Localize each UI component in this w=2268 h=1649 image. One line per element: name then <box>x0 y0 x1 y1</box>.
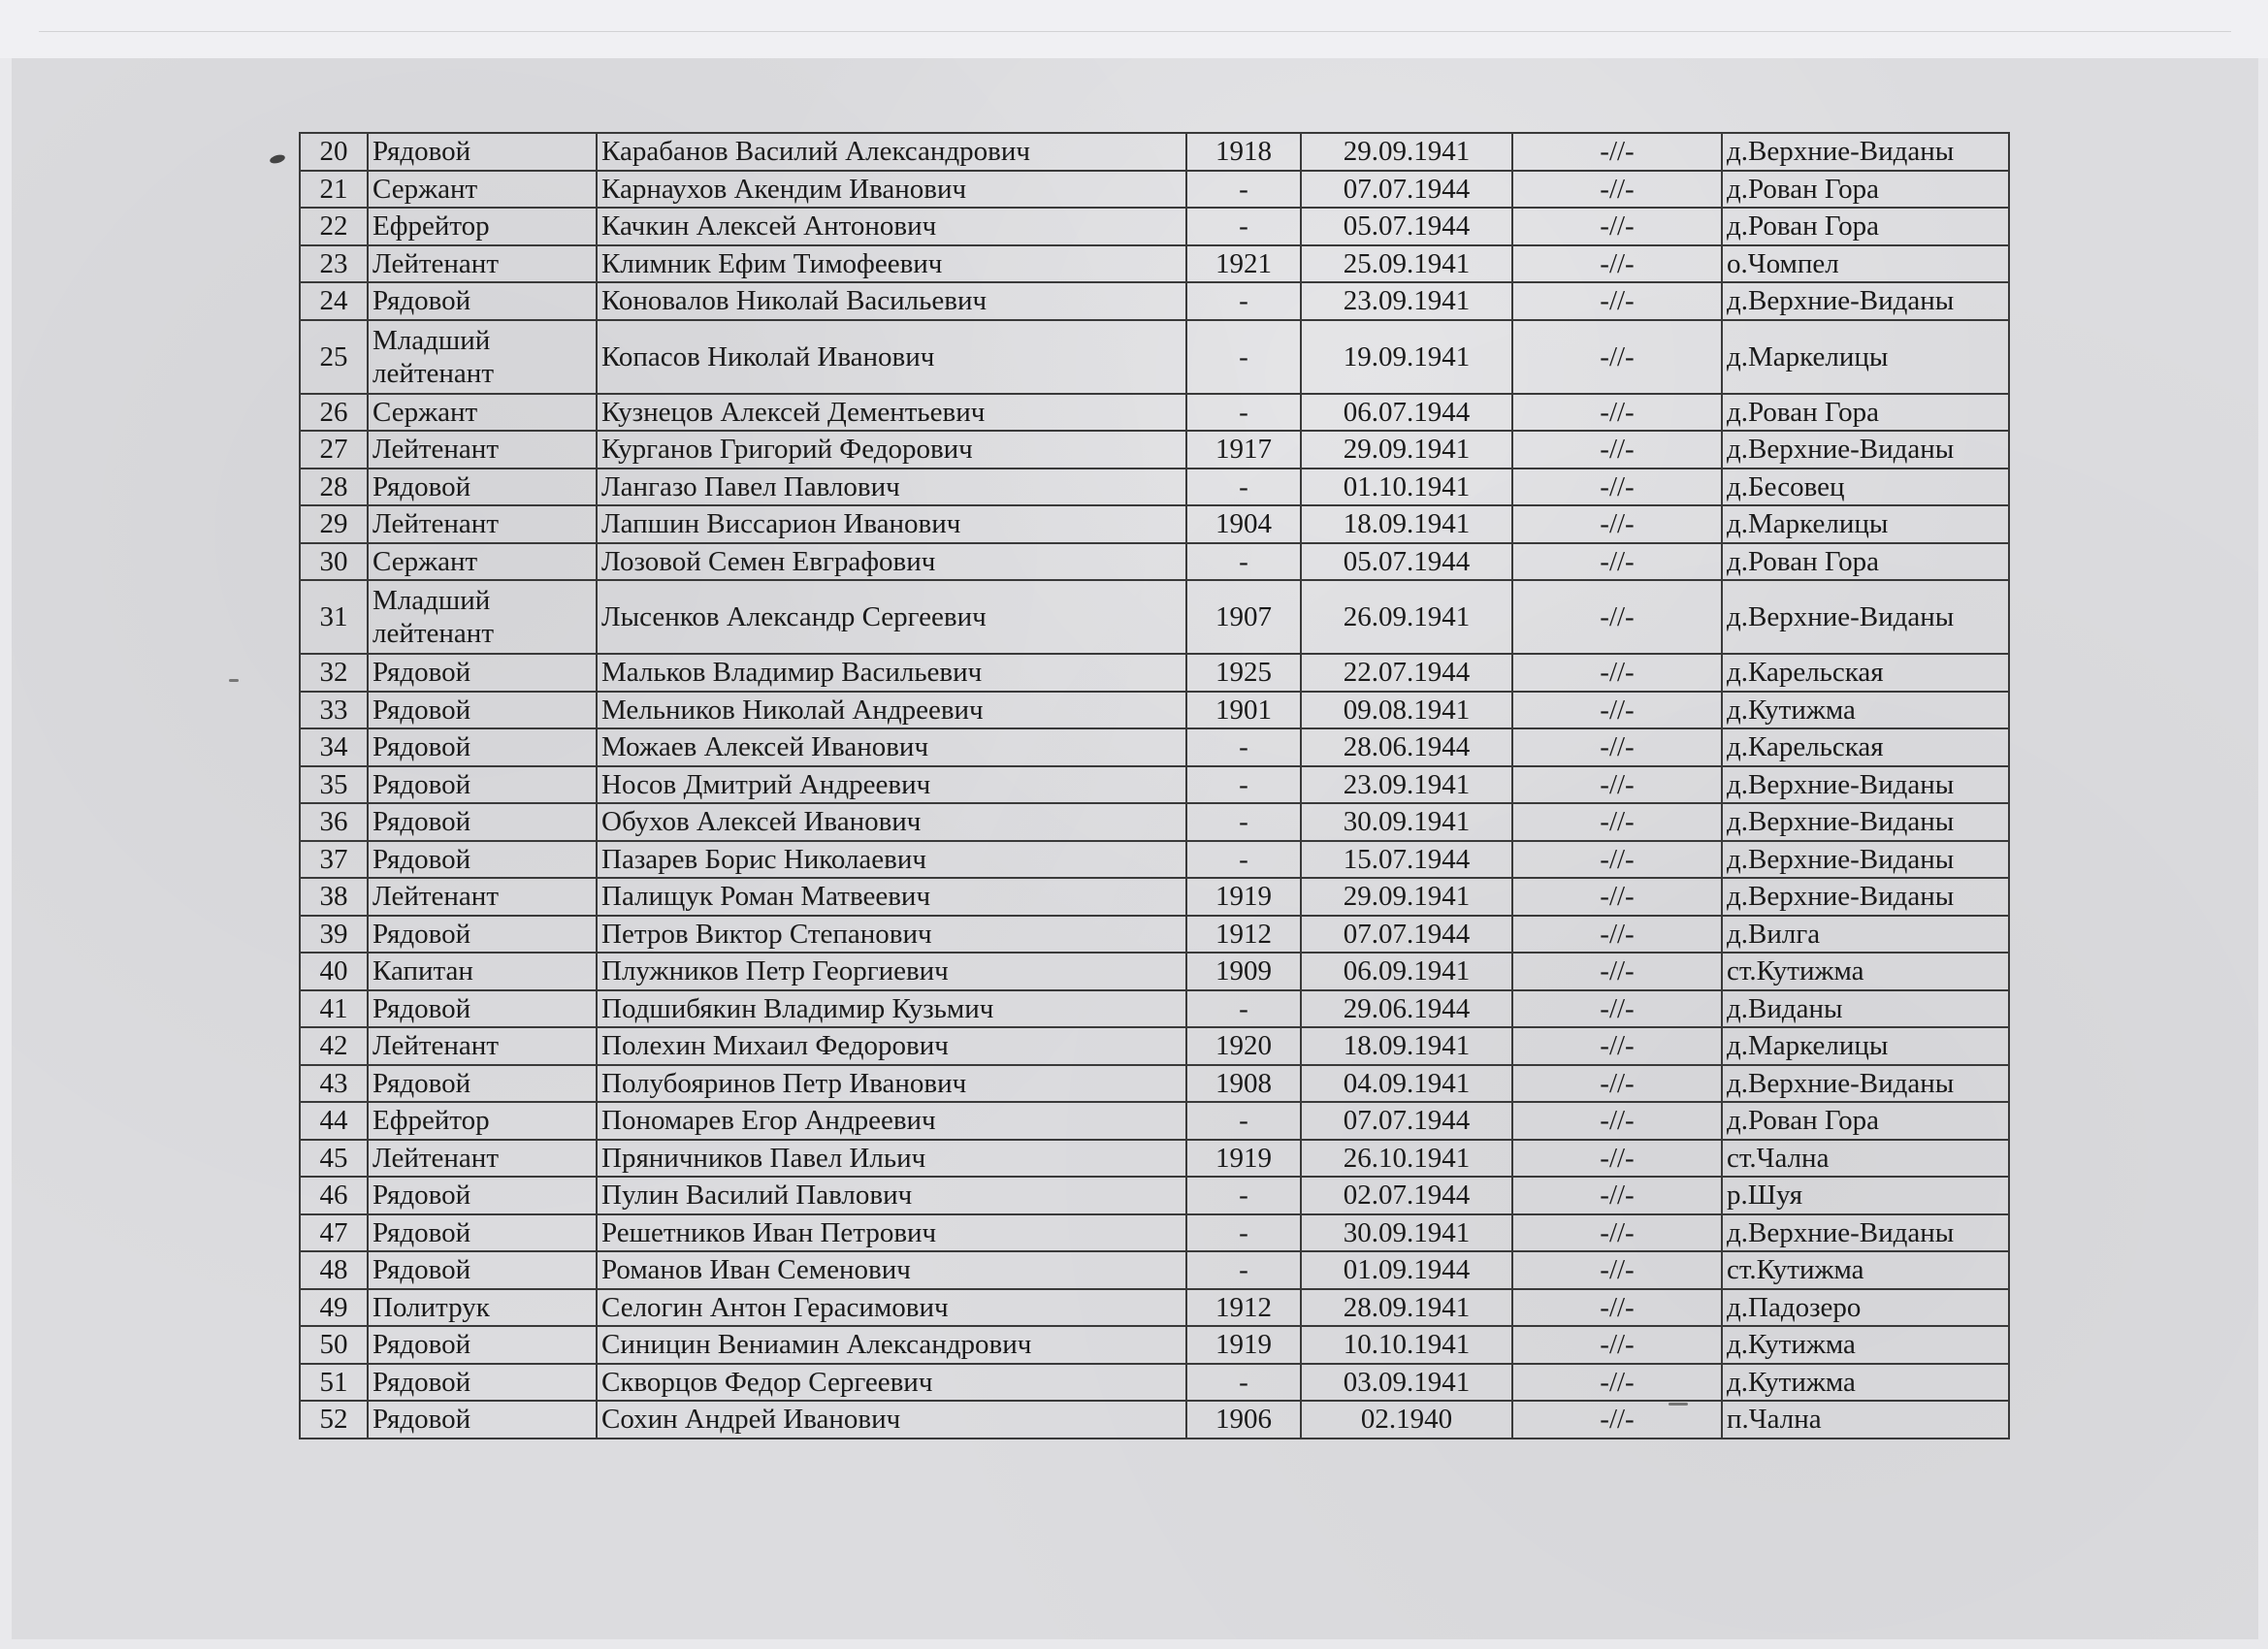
row-number: 36 <box>300 803 368 841</box>
name-cell: Копасов Николай Иванович <box>597 320 1186 394</box>
row-number: 44 <box>300 1102 368 1140</box>
ditto-mark-cell: -//- <box>1512 1177 1722 1214</box>
name-cell: Коновалов Николай Васильевич <box>597 282 1186 320</box>
rank-cell: Рядовой <box>368 728 597 766</box>
table-row <box>300 208 2009 245</box>
name-cell: Сохин Андрей Иванович <box>597 1401 1186 1439</box>
birth-year-cell: 1912 <box>1186 916 1301 954</box>
ditto-mark-cell: -//- <box>1512 320 1722 394</box>
burial-place-cell: ст.Кутижма <box>1722 953 2009 990</box>
burial-place-cell: д.Вилга <box>1722 916 2009 954</box>
table-row <box>300 1289 2009 1327</box>
ditto-mark-cell: -//- <box>1512 878 1722 916</box>
rank-cell: Сержант <box>368 394 597 432</box>
row-number: 37 <box>300 841 368 879</box>
rank-cell: Капитан <box>368 953 597 990</box>
death-date-cell: 05.07.1944 <box>1301 208 1512 245</box>
ditto-mark-cell: -//- <box>1512 1289 1722 1327</box>
table-row <box>300 505 2009 543</box>
rank-cell: Младший лейтенант <box>368 320 597 394</box>
ditto-mark-cell: -//- <box>1512 469 1722 506</box>
name-cell: Мельников Николай Андреевич <box>597 692 1186 729</box>
death-date-cell: 23.09.1941 <box>1301 282 1512 320</box>
table-row <box>300 1177 2009 1214</box>
row-number: 52 <box>300 1401 368 1439</box>
birth-year-cell: - <box>1186 766 1301 804</box>
table-row <box>300 990 2009 1028</box>
table-row <box>300 543 2009 581</box>
ditto-mark-cell: -//- <box>1512 282 1722 320</box>
birth-year-cell: - <box>1186 394 1301 432</box>
burial-place-cell: п.Чална <box>1722 1401 2009 1439</box>
row-number: 49 <box>300 1289 368 1327</box>
table-row <box>300 245 2009 283</box>
birth-year-cell: - <box>1186 803 1301 841</box>
death-date-cell: 02.07.1944 <box>1301 1177 1512 1214</box>
death-date-cell: 29.09.1941 <box>1301 431 1512 469</box>
row-number: 31 <box>300 580 368 654</box>
table-row <box>300 282 2009 320</box>
death-date-cell: 26.09.1941 <box>1301 580 1512 654</box>
rank-cell: Сержант <box>368 171 597 209</box>
birth-year-cell: - <box>1186 282 1301 320</box>
name-cell: Пряничников Павел Ильич <box>597 1140 1186 1178</box>
rank-cell: Рядовой <box>368 1364 597 1402</box>
row-number: 26 <box>300 394 368 432</box>
rank-cell: Лейтенант <box>368 245 597 283</box>
rank-cell: Политрук <box>368 1289 597 1327</box>
death-date-cell: 28.06.1944 <box>1301 728 1512 766</box>
name-cell: Синицин Вениамин Александрович <box>597 1326 1186 1364</box>
name-cell: Решетников Иван Петрович <box>597 1214 1186 1252</box>
death-date-cell: 07.07.1944 <box>1301 916 1512 954</box>
scan-top-margin <box>0 0 2268 58</box>
burial-place-cell: д.Кутижма <box>1722 1326 2009 1364</box>
burial-place-cell: д.Верхние-Виданы <box>1722 766 2009 804</box>
death-date-cell: 03.09.1941 <box>1301 1364 1512 1402</box>
burial-place-cell: д.Верхние-Виданы <box>1722 803 2009 841</box>
birth-year-cell: 1920 <box>1186 1027 1301 1065</box>
burial-place-cell: д.Карельская <box>1722 654 2009 692</box>
row-number: 33 <box>300 692 368 729</box>
death-date-cell: 29.06.1944 <box>1301 990 1512 1028</box>
ditto-mark-cell: -//- <box>1512 953 1722 990</box>
rank-cell: Младший лейтенант <box>368 580 597 654</box>
row-number: 42 <box>300 1027 368 1065</box>
birth-year-cell: 1919 <box>1186 1326 1301 1364</box>
rank-cell: Рядовой <box>368 654 597 692</box>
table-row <box>300 803 2009 841</box>
table-row <box>300 431 2009 469</box>
ditto-mark-cell: -//- <box>1512 208 1722 245</box>
name-cell: Можаев Алексей Иванович <box>597 728 1186 766</box>
ditto-mark-cell: -//- <box>1512 133 1722 171</box>
ditto-mark-cell: -//- <box>1512 1027 1722 1065</box>
table-row <box>300 654 2009 692</box>
name-cell: Курганов Григорий Федорович <box>597 431 1186 469</box>
ditto-mark-cell: -//- <box>1512 654 1722 692</box>
rank-cell: Лейтенант <box>368 505 597 543</box>
ditto-mark-cell: -//- <box>1512 1251 1722 1289</box>
table-row <box>300 728 2009 766</box>
birth-year-cell: - <box>1186 320 1301 394</box>
rank-cell: Рядовой <box>368 916 597 954</box>
rank-cell: Рядовой <box>368 1177 597 1214</box>
burial-place-cell: д.Рован Гора <box>1722 171 2009 209</box>
death-date-cell: 01.10.1941 <box>1301 469 1512 506</box>
death-date-cell: 10.10.1941 <box>1301 1326 1512 1364</box>
row-number: 23 <box>300 245 368 283</box>
ditto-mark-cell: -//- <box>1512 1140 1722 1178</box>
birth-year-cell: - <box>1186 1102 1301 1140</box>
ditto-mark-cell: -//- <box>1512 803 1722 841</box>
burial-place-cell: д.Карельская <box>1722 728 2009 766</box>
table-row <box>300 320 2009 394</box>
table-row <box>300 1027 2009 1065</box>
rank-cell: Рядовой <box>368 841 597 879</box>
death-date-cell: 30.09.1941 <box>1301 803 1512 841</box>
birth-year-cell: 1918 <box>1186 133 1301 171</box>
rank-cell: Рядовой <box>368 1065 597 1103</box>
burial-place-cell: д.Кутижма <box>1722 1364 2009 1402</box>
name-cell: Обухов Алексей Иванович <box>597 803 1186 841</box>
row-number: 40 <box>300 953 368 990</box>
ditto-mark-cell: -//- <box>1512 692 1722 729</box>
birth-year-cell: 1909 <box>1186 953 1301 990</box>
table-row <box>300 1065 2009 1103</box>
table-row <box>300 1364 2009 1402</box>
name-cell: Петров Виктор Степанович <box>597 916 1186 954</box>
birth-year-cell: 1925 <box>1186 654 1301 692</box>
birth-year-cell: - <box>1186 990 1301 1028</box>
table-row <box>300 469 2009 506</box>
name-cell: Карабанов Василий Александрович <box>597 133 1186 171</box>
burial-place-cell: д.Верхние-Виданы <box>1722 133 2009 171</box>
name-cell: Пономарев Егор Андреевич <box>597 1102 1186 1140</box>
row-number: 32 <box>300 654 368 692</box>
name-cell: Полубояринов Петр Иванович <box>597 1065 1186 1103</box>
burial-place-cell: д.Верхние-Виданы <box>1722 878 2009 916</box>
death-date-cell: 05.07.1944 <box>1301 543 1512 581</box>
death-date-cell: 28.09.1941 <box>1301 1289 1512 1327</box>
ditto-mark-cell: -//- <box>1512 1326 1722 1364</box>
ditto-mark-cell: -//- <box>1512 1401 1722 1439</box>
rank-cell: Рядовой <box>368 1401 597 1439</box>
row-number: 47 <box>300 1214 368 1252</box>
name-cell: Лысенков Александр Сергеевич <box>597 580 1186 654</box>
roster-body <box>300 133 2009 1439</box>
ditto-mark-cell: -//- <box>1512 1065 1722 1103</box>
row-number: 45 <box>300 1140 368 1178</box>
table-row <box>300 841 2009 879</box>
name-cell: Палищук Роман Матвеевич <box>597 878 1186 916</box>
death-date-cell: 29.09.1941 <box>1301 133 1512 171</box>
birth-year-cell: 1919 <box>1186 1140 1301 1178</box>
birth-year-cell: - <box>1186 208 1301 245</box>
name-cell: Скворцов Федор Сергеевич <box>597 1364 1186 1402</box>
row-number: 21 <box>300 171 368 209</box>
burial-place-cell: д.Верхние-Виданы <box>1722 841 2009 879</box>
table-row <box>300 394 2009 432</box>
ditto-mark-cell: -//- <box>1512 990 1722 1028</box>
table-row <box>300 878 2009 916</box>
name-cell: Носов Дмитрий Андреевич <box>597 766 1186 804</box>
ditto-mark-cell: -//- <box>1512 543 1722 581</box>
birth-year-cell: - <box>1186 171 1301 209</box>
rank-cell: Ефрейтор <box>368 208 597 245</box>
burial-place-cell: д.Верхние-Виданы <box>1722 1065 2009 1103</box>
birth-year-cell: - <box>1186 728 1301 766</box>
burial-place-cell: д.Верхние-Виданы <box>1722 1214 2009 1252</box>
row-number: 27 <box>300 431 368 469</box>
death-date-cell: 02.1940 <box>1301 1401 1512 1439</box>
ditto-mark-cell: -//- <box>1512 245 1722 283</box>
name-cell: Лангазо Павел Павлович <box>597 469 1186 506</box>
row-number: 24 <box>300 282 368 320</box>
death-date-cell: 22.07.1944 <box>1301 654 1512 692</box>
death-date-cell: 30.09.1941 <box>1301 1214 1512 1252</box>
rank-cell: Рядовой <box>368 692 597 729</box>
burial-place-cell: д.Верхние-Виданы <box>1722 580 2009 654</box>
row-number: 39 <box>300 916 368 954</box>
ditto-mark-cell: -//- <box>1512 1364 1722 1402</box>
burial-place-cell: ст.Кутижма <box>1722 1251 2009 1289</box>
burial-place-cell: д.Рован Гора <box>1722 394 2009 432</box>
death-date-cell: 29.09.1941 <box>1301 878 1512 916</box>
death-date-cell: 09.08.1941 <box>1301 692 1512 729</box>
death-date-cell: 01.09.1944 <box>1301 1251 1512 1289</box>
burial-place-cell: д.Рован Гора <box>1722 1102 2009 1140</box>
death-date-cell: 23.09.1941 <box>1301 766 1512 804</box>
row-number: 22 <box>300 208 368 245</box>
birth-year-cell: - <box>1186 1214 1301 1252</box>
death-date-cell: 04.09.1941 <box>1301 1065 1512 1103</box>
birth-year-cell: - <box>1186 1364 1301 1402</box>
row-number: 20 <box>300 133 368 171</box>
rank-cell: Рядовой <box>368 282 597 320</box>
death-date-cell: 25.09.1941 <box>1301 245 1512 283</box>
ditto-mark-cell: -//- <box>1512 431 1722 469</box>
death-date-cell: 18.09.1941 <box>1301 505 1512 543</box>
row-number: 51 <box>300 1364 368 1402</box>
death-date-cell: 06.09.1941 <box>1301 953 1512 990</box>
row-number: 28 <box>300 469 368 506</box>
table-row <box>300 953 2009 990</box>
ditto-mark-cell: -//- <box>1512 1214 1722 1252</box>
burial-place-cell: д.Кутижма <box>1722 692 2009 729</box>
row-number: 30 <box>300 543 368 581</box>
table-row <box>300 580 2009 654</box>
rank-cell: Рядовой <box>368 1326 597 1364</box>
ditto-mark-cell: -//- <box>1512 505 1722 543</box>
name-cell: Романов Иван Семенович <box>597 1251 1186 1289</box>
rank-cell: Рядовой <box>368 990 597 1028</box>
rank-cell: Рядовой <box>368 133 597 171</box>
name-cell: Мальков Владимир Васильевич <box>597 654 1186 692</box>
rank-cell: Лейтенант <box>368 1027 597 1065</box>
row-number: 46 <box>300 1177 368 1214</box>
table-row <box>300 1251 2009 1289</box>
name-cell: Кузнецов Алексей Дементьевич <box>597 394 1186 432</box>
burial-place-cell: д.Падозеро <box>1722 1289 2009 1327</box>
birth-year-cell: 1901 <box>1186 692 1301 729</box>
birth-year-cell: - <box>1186 1177 1301 1214</box>
ditto-mark-cell: -//- <box>1512 728 1722 766</box>
burial-place-cell: д.Виданы <box>1722 990 2009 1028</box>
rank-cell: Рядовой <box>368 1251 597 1289</box>
row-number: 50 <box>300 1326 368 1364</box>
ditto-mark-cell: -//- <box>1512 766 1722 804</box>
death-date-cell: 19.09.1941 <box>1301 320 1512 394</box>
table-row <box>300 133 2009 171</box>
burial-place-cell: д.Маркелицы <box>1722 505 2009 543</box>
ditto-mark-cell: -//- <box>1512 580 1722 654</box>
birth-year-cell: 1906 <box>1186 1401 1301 1439</box>
ditto-mark-cell: -//- <box>1512 394 1722 432</box>
burial-place-cell: д.Бесовец <box>1722 469 2009 506</box>
ditto-mark-cell: -//- <box>1512 1102 1722 1140</box>
birth-year-cell: - <box>1186 1251 1301 1289</box>
name-cell: Климник Ефим Тимофеевич <box>597 245 1186 283</box>
table-row <box>300 1214 2009 1252</box>
name-cell: Карнаухов Акендим Иванович <box>597 171 1186 209</box>
birth-year-cell: 1904 <box>1186 505 1301 543</box>
row-number: 34 <box>300 728 368 766</box>
name-cell: Лапшин Виссарион Иванович <box>597 505 1186 543</box>
table-row <box>300 692 2009 729</box>
burial-place-cell: д.Верхние-Виданы <box>1722 282 2009 320</box>
birth-year-cell: - <box>1186 543 1301 581</box>
death-date-cell: 26.10.1941 <box>1301 1140 1512 1178</box>
table-row <box>300 1326 2009 1364</box>
rank-cell: Рядовой <box>368 803 597 841</box>
name-cell: Селогин Антон Герасимович <box>597 1289 1186 1327</box>
burial-place-cell: д.Маркелицы <box>1722 320 2009 394</box>
name-cell: Полехин Михаил Федорович <box>597 1027 1186 1065</box>
birth-year-cell: 1912 <box>1186 1289 1301 1327</box>
death-date-cell: 06.07.1944 <box>1301 394 1512 432</box>
birth-year-cell: - <box>1186 841 1301 879</box>
table-row <box>300 171 2009 209</box>
rank-cell: Ефрейтор <box>368 1102 597 1140</box>
ditto-mark-cell: -//- <box>1512 171 1722 209</box>
row-number: 48 <box>300 1251 368 1289</box>
burial-place-cell: д.Рован Гора <box>1722 543 2009 581</box>
burial-place-cell: р.Шуя <box>1722 1177 2009 1214</box>
row-number: 38 <box>300 878 368 916</box>
name-cell: Лозовой Семен Евграфович <box>597 543 1186 581</box>
pen-stroke <box>229 679 239 682</box>
burial-place-cell: д.Маркелицы <box>1722 1027 2009 1065</box>
scan-edge-line <box>39 31 2231 32</box>
birth-year-cell: - <box>1186 469 1301 506</box>
name-cell: Качкин Алексей Антонович <box>597 208 1186 245</box>
row-number: 35 <box>300 766 368 804</box>
name-cell: Плужников Петр Георгиевич <box>597 953 1186 990</box>
ditto-mark-cell: -//- <box>1512 916 1722 954</box>
table-row <box>300 1140 2009 1178</box>
rank-cell: Сержант <box>368 543 597 581</box>
birth-year-cell: 1907 <box>1186 580 1301 654</box>
ditto-mark-cell: -//- <box>1512 841 1722 879</box>
death-date-cell: 15.07.1944 <box>1301 841 1512 879</box>
casualty-roster-table <box>299 132 2010 1439</box>
row-number: 41 <box>300 990 368 1028</box>
rank-cell: Лейтенант <box>368 431 597 469</box>
rank-cell: Рядовой <box>368 766 597 804</box>
burial-place-cell: д.Рован Гора <box>1722 208 2009 245</box>
row-number: 43 <box>300 1065 368 1103</box>
name-cell: Пулин Василий Павлович <box>597 1177 1186 1214</box>
birth-year-cell: 1908 <box>1186 1065 1301 1103</box>
table-row <box>300 1401 2009 1439</box>
row-number: 29 <box>300 505 368 543</box>
table-row <box>300 766 2009 804</box>
rank-cell: Лейтенант <box>368 1140 597 1178</box>
death-date-cell: 07.07.1944 <box>1301 1102 1512 1140</box>
burial-place-cell: ст.Чална <box>1722 1140 2009 1178</box>
death-date-cell: 18.09.1941 <box>1301 1027 1512 1065</box>
rank-cell: Рядовой <box>368 469 597 506</box>
rank-cell: Рядовой <box>368 1214 597 1252</box>
name-cell: Пазарев Борис Николаевич <box>597 841 1186 879</box>
table-row <box>300 1102 2009 1140</box>
burial-place-cell: д.Верхние-Виданы <box>1722 431 2009 469</box>
rank-cell: Лейтенант <box>368 878 597 916</box>
birth-year-cell: 1921 <box>1186 245 1301 283</box>
death-date-cell: 07.07.1944 <box>1301 171 1512 209</box>
table-row <box>300 916 2009 954</box>
row-number: 25 <box>300 320 368 394</box>
birth-year-cell: 1919 <box>1186 878 1301 916</box>
name-cell: Подшибякин Владимир Кузьмич <box>597 990 1186 1028</box>
birth-year-cell: 1917 <box>1186 431 1301 469</box>
burial-place-cell: о.Чомпел <box>1722 245 2009 283</box>
